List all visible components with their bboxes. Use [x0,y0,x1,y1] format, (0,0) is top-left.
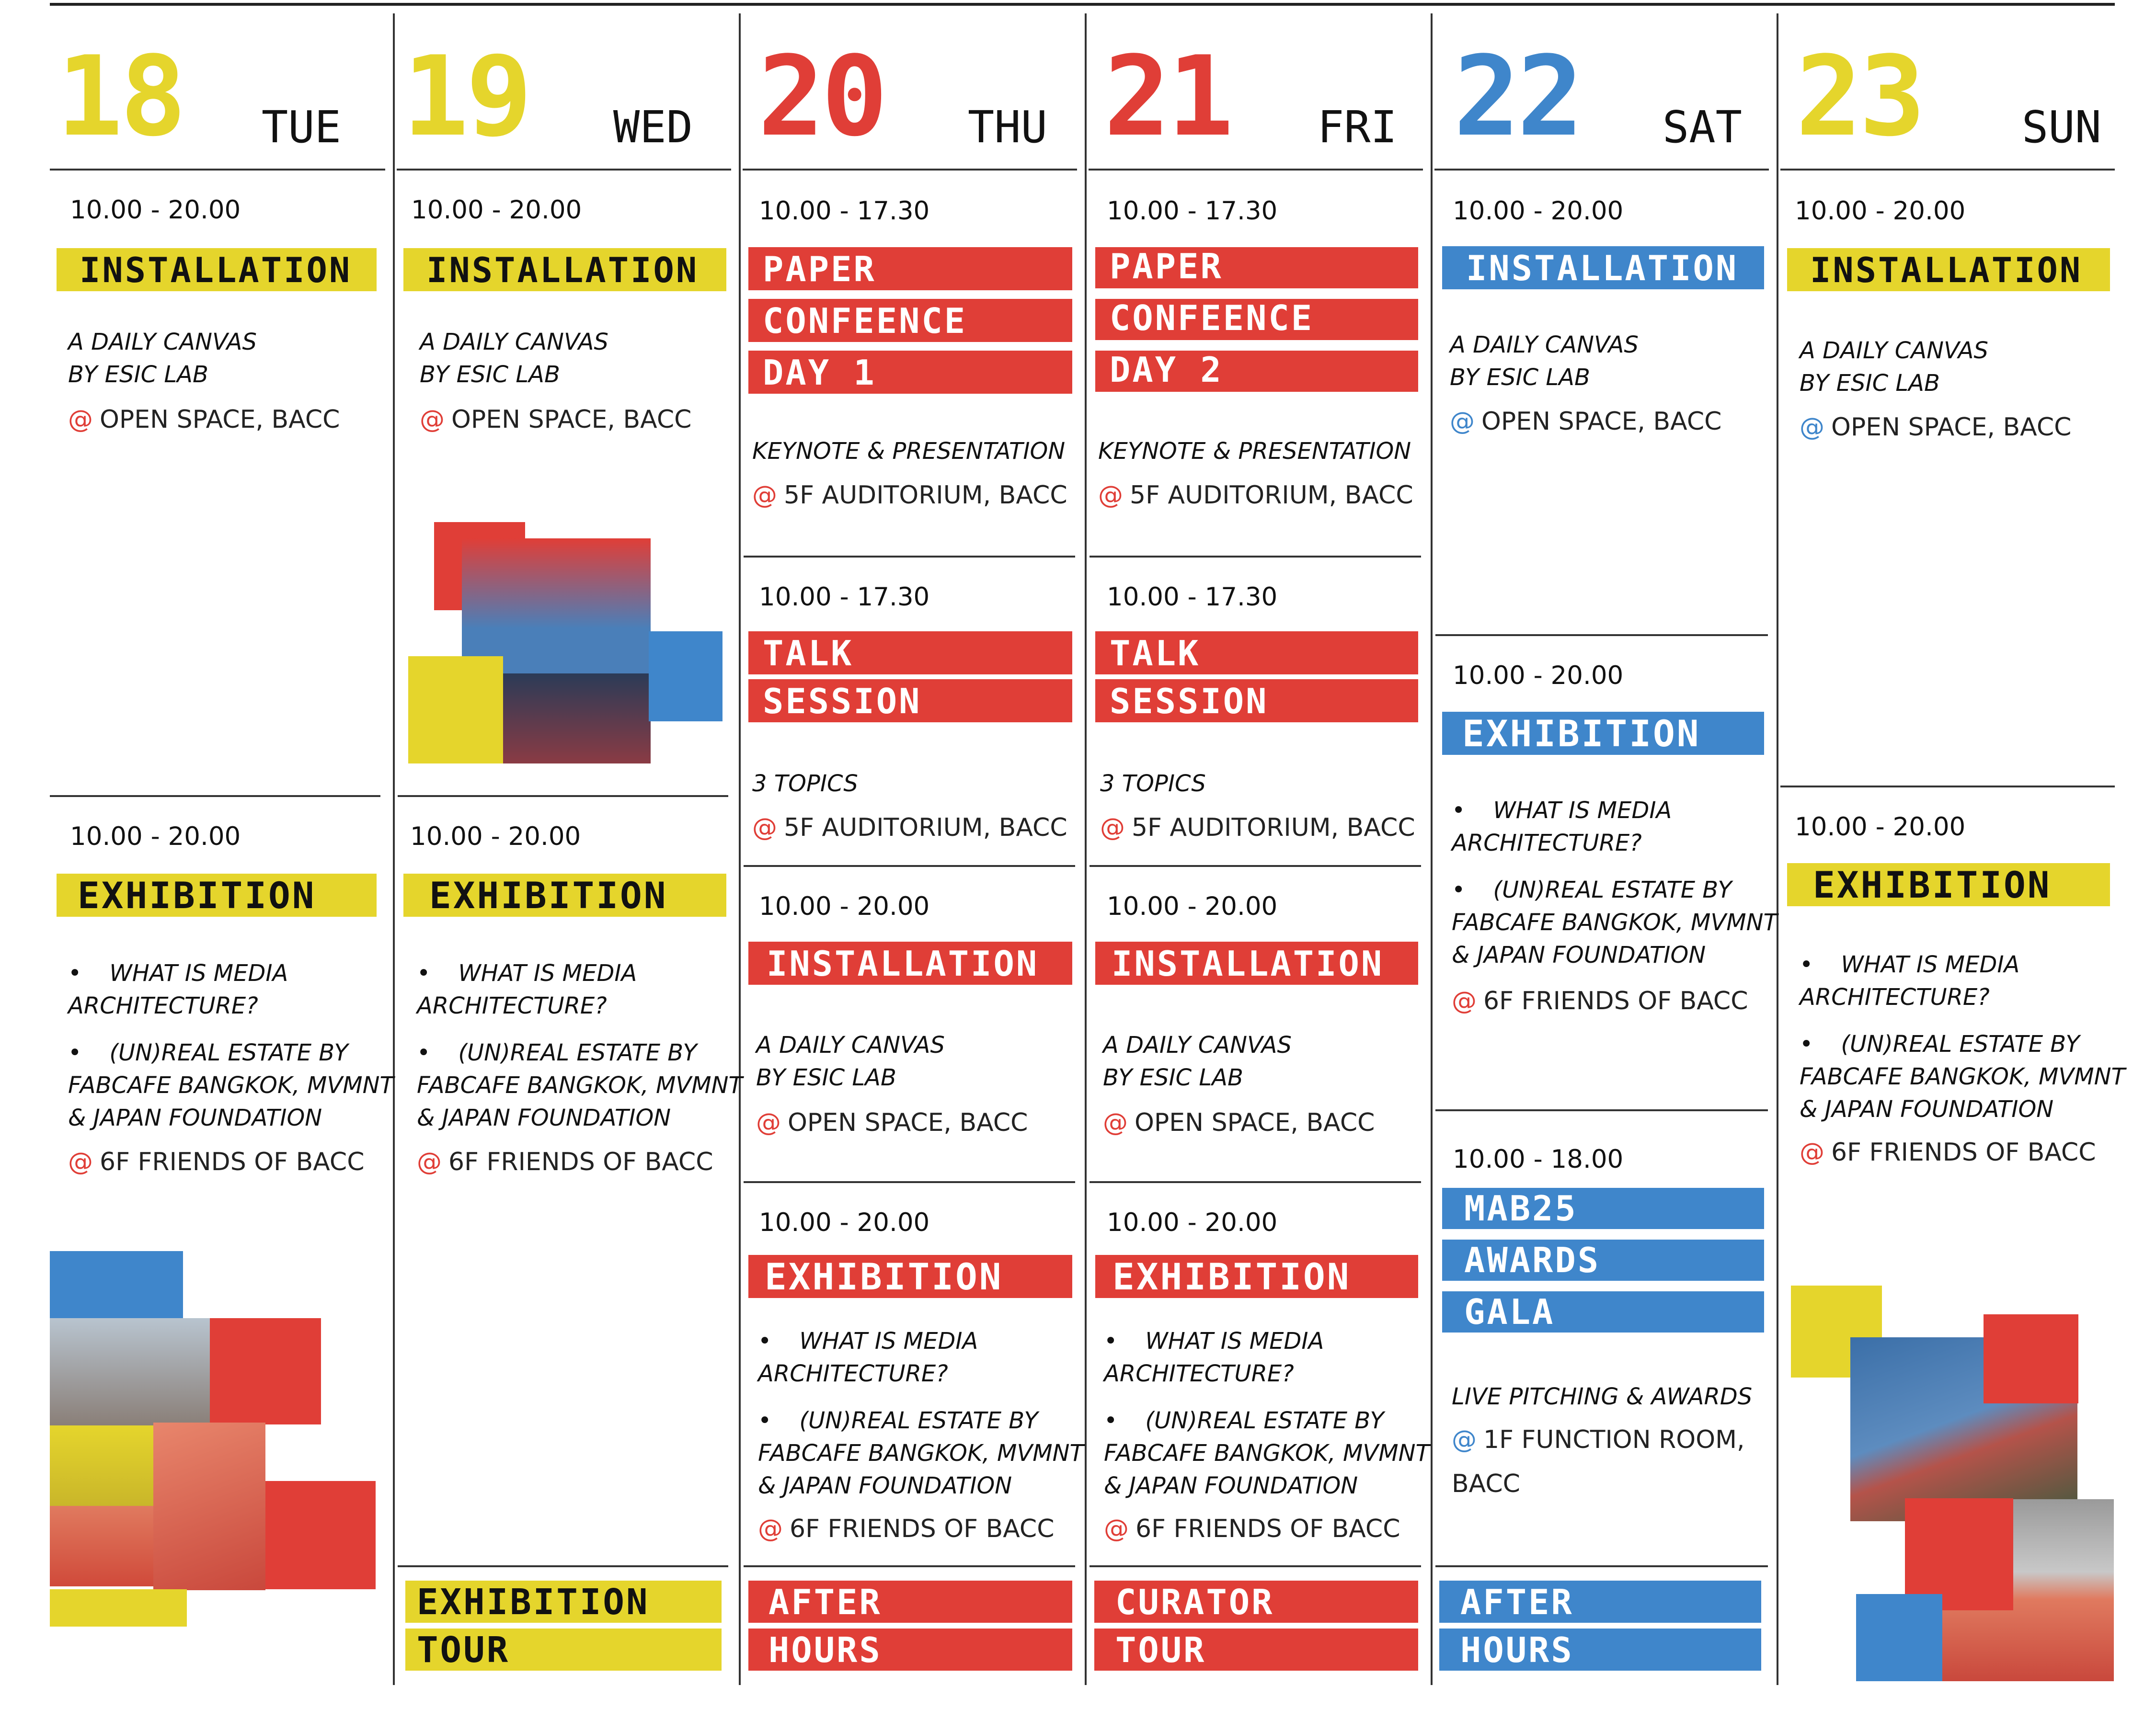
event-location [1100,806,1415,850]
event-location [1800,405,2071,449]
location-at-icon: @ [68,405,93,434]
event-time: 10.00 - 20.00 [759,1208,930,1237]
location-text: 6F FRIENDS OF BACC [448,1148,713,1176]
location-text: 5F AUDITORIUM, BACC [1132,813,1415,842]
event-description: KEYNOTE & PRESENTATION [1098,438,1411,465]
event-bullet [68,1037,348,1069]
section-rule [744,1181,1075,1183]
location-at-icon: @ [1800,1138,1824,1167]
event-description: FABCAFE BANGKOK, MVMNT [1452,909,1778,936]
location-text: OPEN SPACE, BACC [1831,413,2072,442]
event-description: BY ESIC LAB [1103,1064,1243,1091]
event-location [1098,473,1413,517]
bullet-text: WHAT IS MEDIA [799,1328,978,1355]
section-rule [50,795,380,797]
bullet-dot-icon: • [758,1328,772,1355]
location-at-icon: @ [758,1515,783,1543]
event-description: LIVE PITCHING & AWARDS [1452,1383,1753,1410]
event-label-installation: INSTALLATION [403,248,726,291]
event-location [1104,1507,1400,1551]
event-time: 10.00 - 20.00 [1453,196,1624,226]
header-rule [1780,169,2115,171]
event-location-cont: BACC [1452,1469,1520,1498]
location-at-icon: @ [1452,1425,1477,1454]
event-description: ARCHITECTURE? [1452,830,1642,856]
bullet-dot-icon: • [68,960,82,987]
location-text: OPEN SPACE, BACC [1135,1108,1375,1137]
decorative-block [265,1481,376,1589]
event-location [1450,399,1721,444]
event-label-hours: HOURS [748,1629,1072,1671]
event-label-exhibition: EXHIBITION [1442,712,1764,755]
bullet-dot-icon: • [68,1039,82,1066]
day-name: THU [967,102,1047,153]
location-at-icon: @ [417,1148,442,1176]
event-label-talk: TALK [748,631,1072,674]
event-bullet [1452,794,1672,827]
event-label-exhibition: EXHIBITION [1787,863,2110,906]
event-bullet [1800,948,2019,981]
event-label-conference: CONFEENCE [1095,299,1418,340]
event-description: A DAILY CANVAS [1800,337,1988,364]
decorative-block [50,1589,187,1627]
event-description: FABCAFE BANGKOK, MVMNT [417,1072,743,1099]
event-time: 10.00 - 17.30 [1107,196,1278,226]
section-rule [1780,786,2115,787]
bullet-dot-icon: • [1800,951,1813,978]
event-description: FABCAFE BANGKOK, MVMNT [758,1440,1084,1467]
event-time: 10.00 - 20.00 [1107,1208,1278,1237]
day-number: 18 [57,33,183,161]
location-at-icon: @ [420,405,445,434]
location-text: 6F FRIENDS OF BACC [1135,1515,1400,1543]
location-at-icon: @ [1103,1108,1128,1137]
location-at-icon: @ [1104,1515,1129,1543]
event-bullet [68,957,288,990]
decorative-block [649,631,722,721]
column-divider [393,13,395,1685]
event-description: BY ESIC LAB [68,361,208,388]
event-location [758,1507,1055,1551]
event-label-exhibition: EXHIBITION [748,1255,1072,1298]
event-location [756,1101,1028,1145]
event-description: KEYNOTE & PRESENTATION [752,438,1066,465]
event-label-session: SESSION [1095,679,1418,722]
event-description: BY ESIC LAB [756,1064,896,1091]
event-label-after: AFTER [1439,1581,1761,1623]
location-at-icon: @ [1450,407,1475,436]
event-time: 10.00 - 17.30 [759,196,930,226]
event-time: 10.00 - 17.30 [759,582,930,612]
event-label-talk: TALK [1095,631,1418,674]
header-rule [50,169,385,171]
event-location [68,1140,365,1184]
day-number: 23 [1796,33,1923,161]
event-description: ARCHITECTURE? [417,992,607,1019]
section-rule [744,1565,1075,1567]
event-location [752,806,1067,850]
header-rule [743,169,1077,171]
event-label-paper: PAPER [748,247,1072,290]
event-bullet [417,1037,697,1069]
event-time: 10.00 - 20.00 [759,892,930,921]
location-text: OPEN SPACE, BACC [451,405,692,434]
day-name: FRI [1317,102,1397,153]
event-label-tour: TOUR [405,1629,722,1671]
bullet-text: (UN)REAL ESTATE BY [1841,1031,2080,1058]
event-description: ARCHITECTURE? [1104,1360,1294,1387]
event-label-mab25: MAB25 [1442,1188,1764,1229]
event-label-exhibition: EXHIBITION [57,874,377,917]
event-location [420,398,691,442]
event-label-awards: AWARDS [1442,1240,1764,1281]
bullet-dot-icon: • [1452,877,1466,903]
bullet-text: (UN)REAL ESTATE BY [1493,877,1732,903]
header-rule [397,169,731,171]
section-rule [744,865,1075,867]
location-text: OPEN SPACE, BACC [100,405,340,434]
bullet-text: WHAT IS MEDIA [458,960,637,987]
day-name: WED [613,102,693,153]
day-number: 21 [1104,33,1231,161]
bullet-dot-icon: • [417,1039,431,1066]
event-time: 10.00 - 20.00 [70,822,241,851]
event-description: ARCHITECTURE? [758,1360,948,1387]
column-divider [739,13,741,1685]
location-text: 6F FRIENDS OF BACC [1831,1138,2096,1167]
event-label-session: SESSION [748,679,1072,722]
event-location [68,398,340,442]
location-at-icon: @ [756,1108,781,1137]
decorative-block [50,1251,183,1318]
section-rule [1089,1181,1421,1183]
section-rule [1435,634,1768,636]
event-time: 10.00 - 20.00 [1453,661,1624,690]
location-text: 6F FRIENDS OF BACC [100,1148,365,1176]
event-bullet [1104,1325,1324,1357]
day-name: SAT [1662,102,1742,153]
bullet-dot-icon: • [1104,1407,1118,1434]
event-location [417,1140,713,1184]
event-label-installation: INSTALLATION [1442,246,1764,289]
day-name: TUE [261,102,341,153]
section-rule [1089,865,1421,867]
bullet-text: (UN)REAL ESTATE BY [458,1039,697,1066]
event-description: FABCAFE BANGKOK, MVMNT [68,1072,394,1099]
event-time: 10.00 - 20.00 [70,195,241,225]
location-at-icon: @ [1800,413,1824,442]
location-text: OPEN SPACE, BACC [1481,407,1722,436]
day-number: 19 [402,33,529,161]
bullet-text: (UN)REAL ESTATE BY [1145,1407,1384,1434]
event-label-exhibition-tour: EXHIBITION [405,1581,722,1623]
event-location [1800,1130,2096,1174]
event-description: FABCAFE BANGKOK, MVMNT [1104,1440,1430,1467]
decorative-block [210,1318,321,1424]
event-bullet [1104,1404,1384,1437]
event-time: 10.00 - 20.00 [1795,196,1966,226]
section-rule [1089,1565,1421,1567]
day-name: SUN [2021,102,2101,153]
event-description: A DAILY CANVAS [1103,1032,1292,1059]
event-description: 3 TOPICS [752,770,858,797]
event-label-after: AFTER [748,1581,1072,1623]
event-label-hours: HOURS [1439,1629,1761,1671]
location-text: 6F FRIENDS OF BACC [1483,987,1748,1015]
location-text: 5F AUDITORIUM, BACC [784,813,1067,842]
section-rule [744,556,1075,558]
decorative-block [1905,1498,2013,1610]
event-label-exhibition: EXHIBITION [403,874,726,917]
event-location [752,473,1067,517]
event-time: 10.00 - 20.00 [410,822,581,851]
column-divider [1777,13,1778,1685]
bullet-text: (UN)REAL ESTATE BY [109,1039,348,1066]
event-label-tour: TOUR [1094,1629,1418,1671]
event-description: BY ESIC LAB [1450,364,1590,391]
section-rule [398,1565,728,1567]
event-description: A DAILY CANVAS [1450,331,1639,358]
decorative-block [1856,1594,1942,1681]
event-description: & JAPAN FOUNDATION [758,1472,1012,1499]
event-bullet [758,1404,1038,1437]
event-time: 10.00 - 20.00 [411,195,582,225]
location-text: OPEN SPACE, BACC [788,1108,1028,1137]
event-location [1103,1101,1375,1145]
event-label-day-2: DAY 2 [1095,351,1418,392]
event-description: ARCHITECTURE? [1800,984,1990,1011]
event-label-paper: PAPER [1095,247,1418,288]
section-rule [1435,1565,1768,1567]
event-bullet [1800,1028,2080,1060]
event-description: BY ESIC LAB [420,361,560,388]
event-label-conference: CONFEENCE [748,299,1072,342]
decorative-block [408,656,503,763]
building-photo-collage [153,1423,265,1590]
bullet-dot-icon: • [1104,1328,1118,1355]
event-time: 10.00 - 20.00 [1107,892,1278,921]
section-rule [398,795,728,797]
event-location [1452,979,1748,1023]
event-description: & JAPAN FOUNDATION [68,1105,322,1131]
location-at-icon: @ [752,481,777,510]
bullet-dot-icon: • [1800,1031,1813,1058]
day-number: 22 [1454,33,1581,161]
event-description: & JAPAN FOUNDATION [1104,1472,1358,1499]
bullet-dot-icon: • [758,1407,772,1434]
location-at-icon: @ [1098,481,1123,510]
event-description: A DAILY CANVAS [68,329,257,355]
header-rule [1434,169,1769,171]
event-description: A DAILY CANVAS [420,329,608,355]
top-rule [50,3,2115,6]
bullet-text: WHAT IS MEDIA [109,960,288,987]
header-rule [1089,169,1423,171]
location-text: 1F FUNCTION ROOM, [1483,1425,1745,1454]
event-description: BY ESIC LAB [1800,370,1940,397]
event-label-day-1: DAY 1 [748,351,1072,394]
column-divider [1431,13,1433,1685]
event-description: & JAPAN FOUNDATION [1800,1096,2054,1123]
location-text: 5F AUDITORIUM, BACC [784,481,1067,510]
location-at-icon: @ [1100,813,1125,842]
event-description: 3 TOPICS [1100,770,1206,797]
location-text: 6F FRIENDS OF BACC [790,1515,1055,1543]
location-at-icon: @ [1452,987,1477,1015]
event-time: 10.00 - 20.00 [1795,812,1966,842]
bullet-text: WHAT IS MEDIA [1145,1328,1324,1355]
event-label-gala: GALA [1442,1291,1764,1333]
event-time: 10.00 - 17.30 [1107,582,1278,612]
location-at-icon: @ [68,1148,93,1176]
event-label-installation: INSTALLATION [1787,248,2110,291]
column-divider [1085,13,1087,1685]
event-label-installation: INSTALLATION [748,942,1072,985]
location-at-icon: @ [752,813,777,842]
event-time: 10.00 - 18.00 [1453,1145,1624,1174]
event-description: ARCHITECTURE? [68,992,258,1019]
event-location [1452,1418,1745,1462]
event-label-installation: INSTALLATION [1095,942,1418,985]
location-text: 5F AUDITORIUM, BACC [1130,481,1413,510]
event-label-installation: INSTALLATION [57,248,377,291]
event-description: & JAPAN FOUNDATION [417,1105,671,1131]
bullet-dot-icon: • [1452,797,1466,824]
section-rule [1089,556,1421,558]
event-description: FABCAFE BANGKOK, MVMNT [1800,1063,2125,1090]
event-description: & JAPAN FOUNDATION [1452,942,1706,968]
event-bullet [758,1325,978,1357]
event-description: A DAILY CANVAS [756,1032,945,1059]
bullet-dot-icon: • [417,960,431,987]
event-label-exhibition: EXHIBITION [1095,1255,1418,1298]
decorative-block [1984,1314,2078,1403]
bullet-text: (UN)REAL ESTATE BY [799,1407,1038,1434]
bullet-text: WHAT IS MEDIA [1493,797,1672,824]
section-rule [1435,1109,1768,1111]
day-number: 20 [758,33,885,161]
event-label-curator: CURATOR [1094,1581,1418,1623]
bullet-text: WHAT IS MEDIA [1841,951,2020,978]
event-bullet [417,957,637,990]
event-bullet [1452,874,1732,906]
